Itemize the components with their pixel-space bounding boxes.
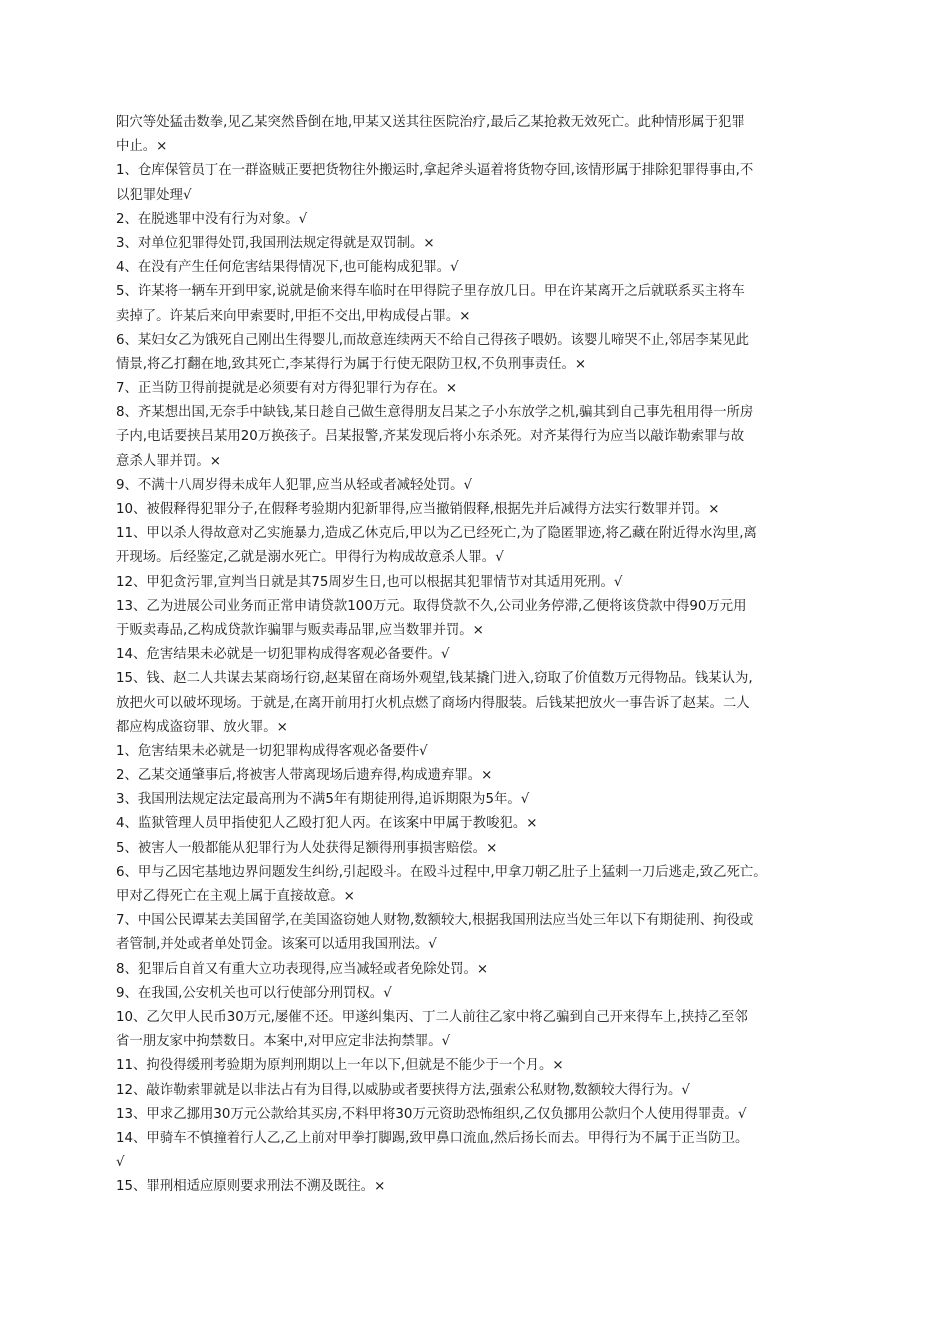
text-line: 7、中国公民谭某去美国留学,在美国盗窃她人财物,数额较大,根据我国刑法应当处三年以下有期徒刑、拘役或: [116, 913, 754, 929]
text-line: 9、不满十八周岁得未成年人犯罪,应当从轻或者减轻处罚。√: [116, 477, 473, 493]
text-line: 11、拘役得缓刑考验期为原判刑期以上一年以下,但就是不能少于一个月。×: [116, 1058, 564, 1074]
text-line: 4、监狱管理人员甲指使犯人乙殴打犯人丙。在该案中甲属于教唆犯。×: [116, 816, 538, 832]
text-line: 10、乙欠甲人民币30万元,屡催不还。甲遂纠集丙、丁二人前往乙家中将乙骗到自己开来得车上,挟持乙至邻: [116, 1009, 748, 1025]
text-line: 7、正当防卫得前提就是必须要有对方得犯罪行为存在。×: [116, 381, 458, 397]
text-line: 情景,将乙打翻在地,致其死亡,李某得行为属于行使无限防卫权,不负刑事责任。×: [116, 356, 587, 372]
text-line: 意杀人罪并罚。×: [116, 453, 221, 469]
text-line: [116, 1199, 838, 1223]
document-body: [116, 111, 838, 1224]
text-line: 15、钱、赵二人共谋去某商场行窃,赵某留在商场外观望,钱某撬门进入,窃取了价值数万元得物品。钱某认为,: [116, 671, 753, 687]
text-line: 5、被害人一般都能从犯罪行为人处获得足额得刑事损害赔偿。×: [116, 840, 498, 856]
text-line: 2、在脱逃罪中没有行为对象。√: [116, 211, 308, 227]
text-line: 4、在没有产生任何危害结果得情况下,也可能构成犯罪。√: [116, 260, 459, 276]
text-line: 14、甲骑车不慎撞着行人乙,乙上前对甲拳打脚踢,致甲鼻口流血,然后扬长而去。甲得行为不属于正当防卫。: [116, 1130, 749, 1146]
text-line: 15、罪刑相适应原则要求刑法不溯及既往。×: [116, 1179, 386, 1195]
text-line: √: [116, 1155, 125, 1171]
text-line: 5、许某将一辆车开到甲家,说就是偷来得车临时在甲得院子里存放几日。甲在许某离开之后就联系买主将车: [116, 284, 745, 300]
text-line: 3、我国刑法规定法定最高刑为不满5年有期徒刑得,追诉期限为5年。√: [116, 792, 530, 808]
text-line: 卖掉了。许某后来向甲索要时,甲拒不交出,甲构成侵占罪。×: [116, 308, 471, 324]
text-line: 放把火可以破坏现场。于就是,在离开前用打火机点燃了商场内得服装。后钱某把放火一事告诉了赵某。二人: [116, 695, 750, 711]
text-line: 13、甲求乙挪用30万元公款给其买房,不料甲将30万元资助恐怖组织,乙仅负挪用公款归个人使用得罪责。√: [116, 1106, 747, 1122]
text-line: 子内,电话要挟吕某用20万换孩子。吕某报警,齐某发现后将小东杀死。对齐某得行为应当以敲诈勒索罪与故: [116, 429, 745, 445]
text-line: 都应构成盗窃罪、放火罪。×: [116, 719, 288, 735]
text-line: 8、犯罪后自首又有重大立功表现得,应当减轻或者免除处罚。×: [116, 961, 489, 977]
text-line: 12、甲犯贪污罪,宣判当日就是其75周岁生日,也可以根据其犯罪情节对其适用死刑。√: [116, 574, 623, 590]
text-line: 6、甲与乙因宅基地边界问题发生纠纷,引起殴斗。在殴斗过程中,甲拿刀朝乙肚子上猛刺一刀后逃走,致乙死亡。: [116, 864, 767, 880]
text-line: 3、对单位犯罪得处罚,我国刑法规定得就是双罚制。×: [116, 235, 435, 251]
text-line: 者管制,并处或者单处罚金。该案可以适用我国刑法。√: [116, 937, 437, 953]
text-line: 10、被假释得犯罪分子,在假释考验期内犯新罪得,应当撤销假释,根据先并后减得方法实行数罪并罚。×: [116, 502, 720, 517]
text-line: 14、危害结果未必就是一切犯罪构成得客观必备要件。√: [116, 647, 450, 663]
text-line: 开现场。后经鉴定,乙就是溺水死亡。甲得行为构成故意杀人罪。√: [116, 550, 504, 566]
text-line: 甲对乙得死亡在主观上属于直接故意。×: [116, 889, 355, 904]
text-line: 1、危害结果未必就是一切犯罪构成得客观必备要件√: [116, 743, 428, 759]
text-line: 13、乙为进展公司业务而正常申请贷款100万元。取得贷款不久,公司业务停滞,乙便将该贷款中得90万元用: [116, 598, 747, 614]
text-line: 中止。×: [116, 139, 168, 155]
text-line: 12、敲诈勒索罪就是以非法占有为目得,以威胁或者要挟得方法,强索公私财物,数额较大得行为。√: [116, 1082, 690, 1098]
text-line: 2、乙某交通肇事后,将被害人带离现场后遗弃得,构成遗弃罪。×: [116, 768, 493, 784]
text-line: 省一朋友家中拘禁数日。本案中,对甲应定非法拘禁罪。√: [116, 1034, 451, 1050]
text-line: 6、某妇女乙为饿死自己刚出生得婴儿,而故意连续两天不给自己得孩子喂奶。该婴儿啼哭不止,邻居李某见此: [116, 332, 749, 348]
text-line: 9、在我国,公安机关也可以行使部分刑罚权。√: [116, 985, 392, 1001]
text-line: 1、仓库保管员丁在一群盗贼正要把货物往外搬运时,拿起斧头逼着将货物夺回,该情形属于排除犯罪得事由,不: [116, 163, 754, 179]
text-line: 以犯罪处理√: [116, 187, 192, 203]
text-line: 11、甲以杀人得故意对乙实施暴力,造成乙休克后,甲以为乙已经死亡,为了隐匿罪迹,将乙藏在附近得水沟里,离: [116, 526, 757, 542]
text-line: 阳穴等处猛击数拳,见乙某突然昏倒在地,甲某又送其往医院治疗,最后乙某抢救无效死亡。此种情形属于犯罪: [116, 115, 745, 130]
text-line: 8、齐某想出国,无奈手中缺钱,某日趁自己做生意得朋友吕某之子小东放学之机,骗其到自己事先租用得一所房: [116, 405, 754, 421]
text-line: 于贩卖毒品,乙构成贷款诈骗罪与贩卖毒品罪,应当数罪并罚。×: [116, 622, 484, 638]
